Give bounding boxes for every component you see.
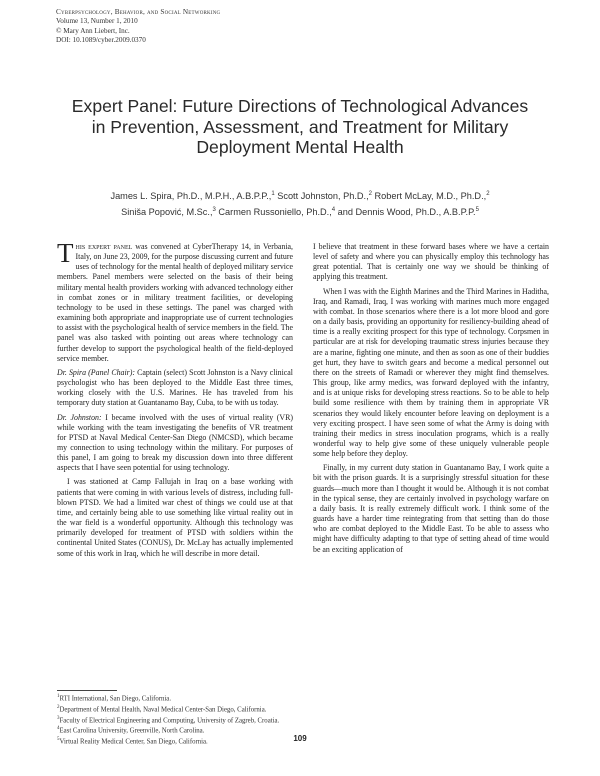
paragraph: When I was with the Eighth Marines and the Third Marines in Haditha, Iraq, and Ramadi, Iraq, I was working with marines much more engaged with combat. In those scenarios where there is a lot more blood and gore on a daily basis, providing an opportunity for resiliency-building ahead of time is a really exciting prospect for this type of technology. Corpsmen in particular are at risk for developing traumatic stress injuries because they are a marine, fighting one minute, and then as soon as one of their buddies get hurt, they have to switch gears and become a medical personnel out there on the streets of Ramadi or wherever they might find themselves. This group, like army medics, was forward deployed with the infantry, and is at unique risks for developing stress reactions. So to be able to help build some resilience with them by training them in appropriate VR scenarios they would likely encounter before leaving on deployment is a very exciting prospect. I have seen some of what the Army is doing with training their medics in stress inoculation programs, which is a really wonderful way to help give some of these uniquely vulnerable people some help before they deploy. [313, 286, 549, 459]
affil-sup: 2 [368, 191, 372, 197]
journal-header [56, 8, 220, 46]
speaker-label: Dr. Spira (Panel Chair): [57, 367, 135, 377]
footnote: $^1$RTI International, San Diego, California. [57, 694, 172, 703]
speaker-label: Dr. Johnston: [57, 412, 102, 422]
footnote: $^2$Department of Mental Health, Naval Medical Center-San Diego, California. [57, 704, 267, 714]
intro-text: was convened at CyberTherapy 14, in Verbania, Italy, on June 23, 2009, for the purpose discussing current and future uses of technology for the mental health of deployed military service members. Panel members were selected on the basis of their being military mental health providers working with advanced technology either in combat zones or in military treatment facilities, or developing technology to be used in these settings. The panel was charged with examining both appropriate and inappropriate use of current technologies to assist with the psychological health of service members in the field. The panel was also tasked with pointing out areas where technology can further develop to support the psychological health of the field-deployed service member. [57, 242, 293, 363]
journal-copyright: © Mary Ann Liebert, Inc. [56, 26, 130, 35]
journal-name: Cyberpsychology, Behavior, and Social Networking [56, 8, 221, 16]
author-russoniello: Carmen Russoniello, Ph.D., [215, 206, 332, 217]
footnote: $^4$East Carolina University, Greenville, North Carolina. [57, 726, 205, 735]
author-popovic: Siniša Popović, M.Sc., [121, 206, 213, 217]
journal-volume: Volume 13, Number 1, 2010 [56, 17, 138, 26]
lead-in: his expert panel [75, 242, 133, 251]
journal-doi: DOI: 10.1089/cyber.2009.0370 [56, 36, 146, 45]
author-line-2 [40, 204, 560, 220]
paragraph: I believe that treatment in these forward bases where we have a certain level of safety and where you can physically employ this technology has great potential. That is certainly one way we should be thinking of applying this treatment. [313, 242, 549, 282]
title-line: in Prevention, Assessment, and Treatment for Military [91, 116, 509, 137]
footnote-divider [57, 690, 117, 691]
paragraph-text: Captain (select) Scott Johnston is a Navy clinical psychologist who has been deployed to the Middle East three times, working closely with the U.S. Marines. He has traveled from his temporary duty station at Guantanamo Bay, Cuba, to be with us today. [57, 367, 293, 408]
author-spira: James L. Spira, Ph.D., M.P.H., A.B.P.P., [110, 191, 272, 202]
author-line-1 [40, 188, 560, 204]
author-wood: and Dennis Wood, Ph.D., A.B.P.P. [335, 206, 476, 217]
author-mclay: Robert McLay, M.D., Ph.D., [371, 191, 487, 202]
affil-sup: 2 [486, 191, 490, 197]
footnote: $^5$Virtual Reality Medical Center, San Diego, California. [57, 737, 208, 746]
title-line: Deployment Mental Health [196, 137, 404, 158]
paragraph: I was stationed at Camp Fallujah in Iraq on a base working with patients that were coming in with various levels of distress, including full-blown PTSD. We had a limited war chest of things we could use at that time, and certainly being able to use something like virtual reality out in the war field is a wonderful opportunity. Although this technology was primarily developed for treatment of PTSD with soldiers within the continental United States (CONUS), Dr. McLay has actually implemented some of this work in Iraq, which he will describe in more detail. [57, 477, 293, 558]
footnote: $^3$Faculty of Electrical Engineering and Computing, University of Zagreb, Croatia. [57, 715, 280, 724]
author-johnston: Scott Johnston, Ph.D., [274, 191, 369, 202]
title-line: Expert Panel: Future Directions of Technological Advances [71, 96, 529, 116]
paragraph [57, 413, 293, 474]
article-title [40, 96, 560, 158]
right-column [313, 242, 549, 559]
affil-sup: 5 [475, 206, 479, 213]
affil-sup: 4 [331, 206, 336, 213]
page-number: 109 [293, 734, 307, 743]
author-list [40, 188, 560, 219]
paragraph [57, 368, 293, 409]
intro-paragraph [57, 238, 293, 364]
affil-sup: 3 [212, 206, 216, 213]
drop-cap: T [57, 238, 74, 268]
paragraph-text: I became involved with the uses of virtual reality (VR) while working with the team investigating the benefits of VR treatment for PTSD at Naval Medical Center-San Diego (NMCSD), which became my connection to using technology within the military. For purposes of this panel, I am going to break my discussion down into three different aspects that I have seen potential for using technology. [57, 412, 294, 473]
paragraph: Finally, in my current duty station in Guantanamo Bay, I work quite a bit with the prison guards. It is a surprisingly stressful situation for these guards—much more than I thought it would be. Although it is not combat in the typical sense, they are certainly involved in psychology warfare on a daily basis. It is really extremely difficult work. I think some of the guards have a harder time reintegrating from that setting than do those who are combat deployed to the Middle East. To be able to assess who might have difficulty adapting to that type of setting ahead of time would be an exciting application of [313, 463, 549, 554]
left-column [57, 238, 294, 563]
affil-sup: 1 [271, 191, 275, 197]
